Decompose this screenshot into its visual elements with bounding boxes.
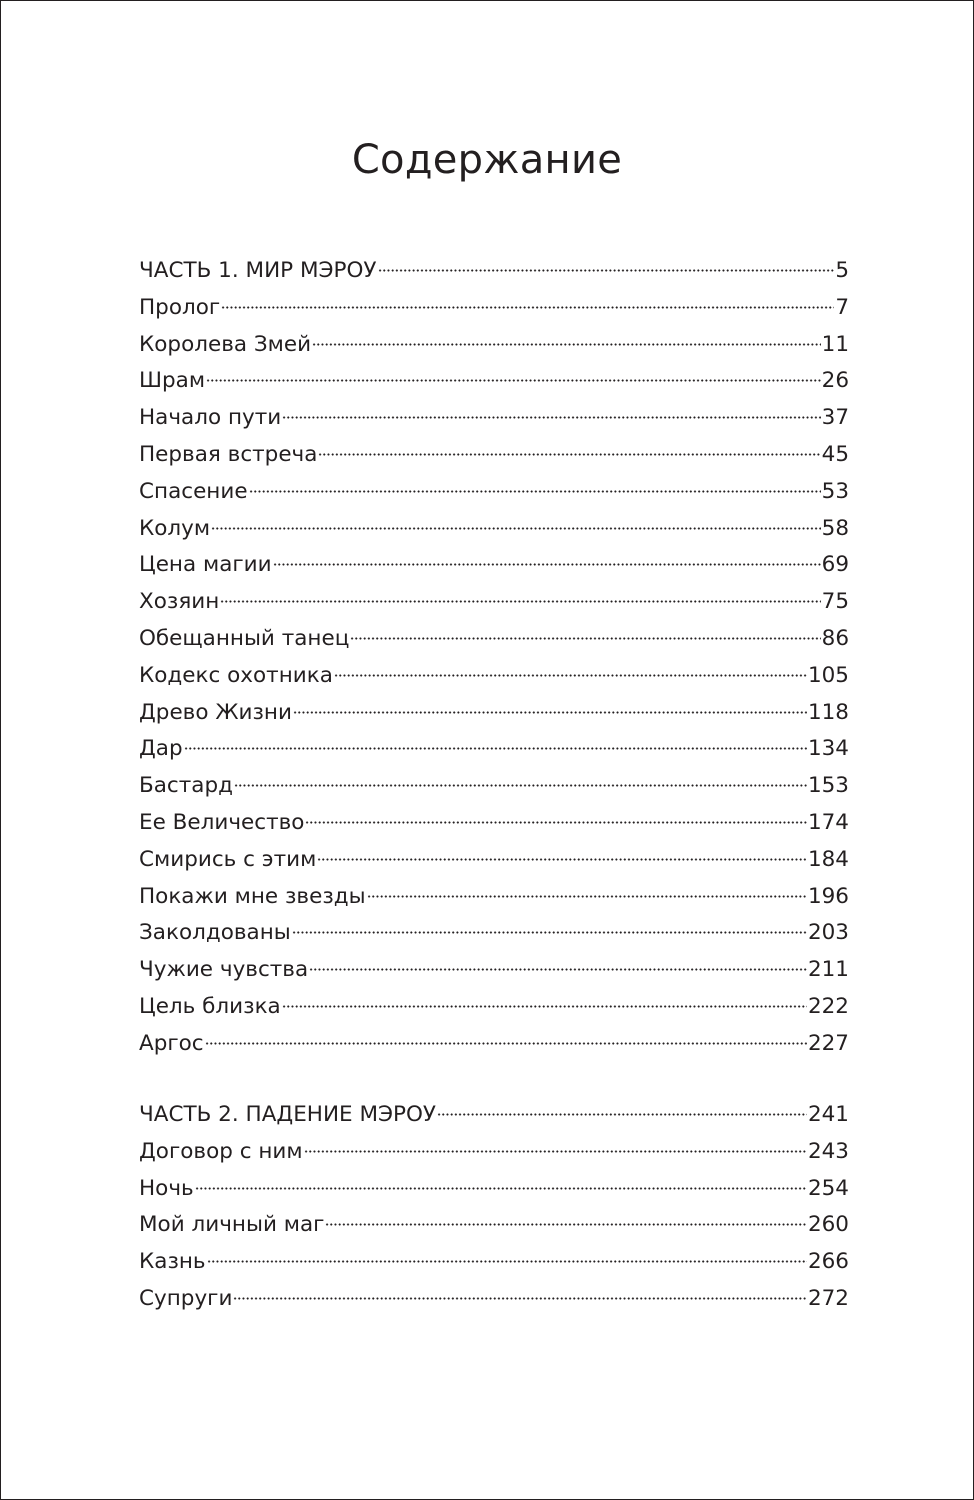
dot-leader bbox=[282, 1005, 807, 1008]
toc-entry[interactable] bbox=[139, 400, 849, 437]
toc-entry-label: Кодекс охотника bbox=[139, 662, 333, 688]
toc-entry-label: Шрам bbox=[139, 368, 206, 394]
toc-page-number: 75 bbox=[821, 589, 849, 615]
dot-leader bbox=[334, 674, 807, 677]
toc-entry[interactable] bbox=[139, 731, 849, 768]
toc-entry-label: Покажи мне звезды bbox=[139, 883, 366, 909]
toc-entry-label: Ее Величество bbox=[139, 809, 305, 835]
toc-page-number: 174 bbox=[807, 809, 849, 835]
dot-leader bbox=[350, 637, 820, 640]
dot-leader bbox=[211, 527, 821, 530]
page-title: Содержание bbox=[351, 137, 623, 183]
toc-page-number: 86 bbox=[821, 625, 849, 651]
toc-entry-label: Дар bbox=[139, 736, 183, 762]
toc-entry[interactable] bbox=[139, 584, 849, 621]
toc-entry-label: Хозяин bbox=[139, 589, 220, 615]
toc-entry-label: Древо Жизни bbox=[139, 699, 292, 725]
toc-page-number: 260 bbox=[807, 1212, 849, 1238]
toc-part-heading[interactable] bbox=[139, 1097, 849, 1134]
dot-leader bbox=[325, 1223, 806, 1226]
toc-entry[interactable] bbox=[139, 952, 849, 989]
toc-entry[interactable] bbox=[139, 1244, 849, 1281]
toc-entry-label: Смирись с этим bbox=[139, 846, 317, 872]
dot-leader bbox=[437, 1113, 807, 1116]
toc-entry[interactable] bbox=[139, 842, 849, 879]
toc-page-number: 196 bbox=[807, 883, 849, 909]
dot-leader bbox=[378, 269, 835, 272]
toc-page-number: 227 bbox=[807, 1030, 849, 1056]
toc-entry-label: Цена магии bbox=[139, 552, 272, 578]
toc-entry[interactable] bbox=[139, 768, 849, 805]
toc-entry[interactable] bbox=[139, 363, 849, 400]
dot-leader bbox=[293, 711, 807, 714]
toc-entry-label: Пролог bbox=[139, 294, 221, 320]
toc-entry[interactable] bbox=[139, 1026, 849, 1063]
toc-entry[interactable] bbox=[139, 327, 849, 364]
toc-page-number: 58 bbox=[821, 515, 849, 541]
dot-leader bbox=[317, 858, 807, 861]
toc-page-number: 37 bbox=[821, 405, 849, 431]
toc-entry-label: Цель близка bbox=[139, 993, 281, 1019]
toc-entry-label: Колум bbox=[139, 515, 211, 541]
toc-entry[interactable] bbox=[139, 437, 849, 474]
toc-entry[interactable] bbox=[139, 621, 849, 658]
toc-part-heading[interactable] bbox=[139, 253, 849, 290]
dot-leader bbox=[367, 895, 807, 898]
toc-page-number: 134 bbox=[807, 736, 849, 762]
toc-entry-label: Обещанный танец bbox=[139, 625, 350, 651]
dot-leader bbox=[249, 490, 821, 493]
toc-page-number: 203 bbox=[807, 920, 849, 946]
toc-page-number: 153 bbox=[807, 773, 849, 799]
toc-entry[interactable] bbox=[139, 989, 849, 1026]
toc-page-number: 266 bbox=[807, 1249, 849, 1275]
toc-entry-label: Спасение bbox=[139, 478, 248, 504]
toc-entry[interactable] bbox=[139, 511, 849, 548]
toc-page-number: 241 bbox=[807, 1102, 849, 1127]
dot-leader bbox=[304, 1150, 807, 1153]
toc-page-number: 69 bbox=[821, 552, 849, 578]
dot-leader bbox=[221, 306, 834, 309]
toc-chapter-list bbox=[139, 290, 849, 1063]
dot-leader bbox=[233, 1297, 807, 1300]
toc-entry[interactable] bbox=[139, 1134, 849, 1171]
toc-part-2 bbox=[139, 1097, 849, 1318]
toc-page-number: 7 bbox=[835, 294, 849, 320]
toc-page-number: 211 bbox=[807, 957, 849, 983]
dot-leader bbox=[282, 416, 820, 419]
toc-page-number: 243 bbox=[807, 1138, 849, 1164]
toc-page-number: 222 bbox=[807, 993, 849, 1019]
toc-entry[interactable] bbox=[139, 879, 849, 916]
dot-leader bbox=[184, 747, 807, 750]
dot-leader bbox=[309, 968, 807, 971]
dot-leader bbox=[195, 1187, 807, 1190]
toc-page-number: 45 bbox=[821, 441, 849, 467]
dot-leader bbox=[220, 600, 820, 603]
toc-entry[interactable] bbox=[139, 915, 849, 952]
dot-leader bbox=[273, 563, 821, 566]
toc-page-number: 254 bbox=[807, 1175, 849, 1201]
dot-leader bbox=[234, 784, 807, 787]
toc-entry-label: ЧАСТЬ 2. ПАДЕНИЕ МЭРОУ bbox=[139, 1102, 437, 1127]
toc-entry-label: Казнь bbox=[139, 1249, 206, 1275]
toc-entry[interactable] bbox=[139, 695, 849, 732]
toc-entry-label: Чужие чувства bbox=[139, 957, 309, 983]
dot-leader bbox=[312, 343, 821, 346]
toc-part-1 bbox=[139, 253, 849, 1063]
toc-entry[interactable] bbox=[139, 290, 849, 327]
toc-entry-label: Начало пути bbox=[139, 405, 282, 431]
toc-chapter-list bbox=[139, 1134, 849, 1318]
toc-page-number: 272 bbox=[807, 1285, 849, 1311]
dot-leader bbox=[292, 931, 807, 934]
toc-entry-label: Королева Змей bbox=[139, 331, 312, 357]
toc-page-number: 105 bbox=[807, 662, 849, 688]
dot-leader bbox=[318, 453, 820, 456]
toc-entry-label: Договор с ним bbox=[139, 1138, 303, 1164]
toc-entry[interactable] bbox=[139, 805, 849, 842]
toc-page-number: 11 bbox=[821, 331, 849, 357]
toc-entry[interactable] bbox=[139, 1171, 849, 1208]
toc-page-number: 5 bbox=[835, 258, 849, 283]
dot-leader bbox=[305, 821, 807, 824]
dot-leader bbox=[205, 1042, 807, 1045]
toc-entry-label: ЧАСТЬ 1. МИР МЭРОУ bbox=[139, 258, 377, 283]
toc-entry-label: Аргос bbox=[139, 1030, 204, 1056]
dot-leader bbox=[206, 379, 821, 382]
toc-entry-label: Бастард bbox=[139, 773, 233, 799]
toc-entry[interactable] bbox=[139, 1207, 849, 1244]
dot-leader bbox=[207, 1260, 807, 1263]
toc-entry-label: Заколдованы bbox=[139, 920, 291, 946]
toc-page-number: 53 bbox=[821, 478, 849, 504]
toc-entry[interactable] bbox=[139, 547, 849, 584]
toc-entry-label: Первая встреча bbox=[139, 441, 318, 467]
toc-page-number: 118 bbox=[807, 699, 849, 725]
toc-entry-label: Супруги bbox=[139, 1285, 233, 1311]
toc-entry[interactable] bbox=[139, 1281, 849, 1318]
toc-page-number: 26 bbox=[821, 368, 849, 394]
toc-entry-label: Ночь bbox=[139, 1175, 194, 1201]
toc-entry-label: Мой личный маг bbox=[139, 1212, 325, 1238]
toc-page-number: 184 bbox=[807, 846, 849, 872]
toc-entry[interactable] bbox=[139, 474, 849, 511]
toc-entry[interactable] bbox=[139, 658, 849, 695]
